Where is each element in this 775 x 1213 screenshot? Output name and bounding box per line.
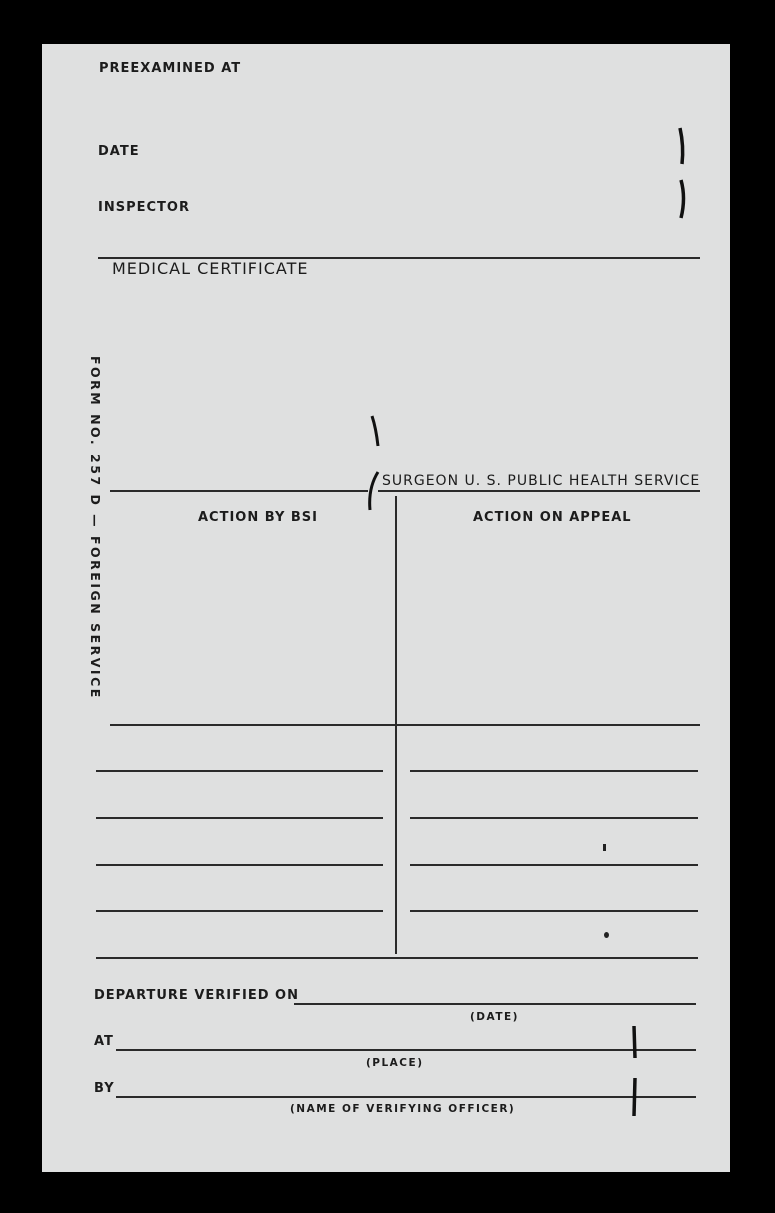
bsi-line-3 (96, 864, 383, 866)
inspector-label: INSPECTOR (98, 200, 190, 215)
bsi-line-4 (96, 910, 383, 912)
ink-speck (604, 932, 609, 938)
bottom-section-divider (96, 957, 698, 959)
staple-mark-bottom (628, 1022, 642, 1122)
medical-certificate-label: MEDICAL CERTIFICATE (112, 259, 309, 278)
ink-speck (603, 844, 606, 851)
officer-line (116, 1096, 696, 1098)
surgeon-label: SURGEON U. S. PUBLIC HEALTH SERVICE (382, 473, 701, 489)
by-label: BY (94, 1081, 115, 1096)
action-by-bsi-label: ACTION BY BSI (198, 510, 319, 525)
date-caption: (DATE) (470, 1011, 519, 1023)
place-line (116, 1049, 696, 1051)
date-label: DATE (98, 144, 140, 159)
appeal-line-1 (410, 770, 698, 772)
at-label: AT (94, 1034, 114, 1049)
bsi-line-2 (96, 817, 383, 819)
surgeon-signature-line-left (110, 490, 368, 492)
appeal-line-2 (410, 817, 698, 819)
place-caption: (PLACE) (366, 1057, 424, 1069)
form-card (42, 44, 730, 1172)
action-on-appeal-label: ACTION ON APPEAL (473, 510, 632, 525)
officer-caption: (NAME OF VERIFYING OFFICER) (290, 1103, 516, 1115)
bsi-line-1 (96, 770, 383, 772)
preexamined-label: PREEXAMINED AT (99, 61, 242, 76)
action-row-line-1 (110, 724, 700, 726)
form-number: FORM NO. 257 D — FOREIGN SERVICE (88, 356, 103, 700)
appeal-line-3 (410, 864, 698, 866)
departure-date-line (294, 1003, 696, 1005)
surgeon-signature-line-right (378, 490, 700, 492)
departure-verified-label: DEPARTURE VERIFIED ON (94, 988, 299, 1003)
staple-mark-middle (364, 412, 388, 512)
staple-mark-top (674, 124, 690, 224)
appeal-line-4 (410, 910, 698, 912)
